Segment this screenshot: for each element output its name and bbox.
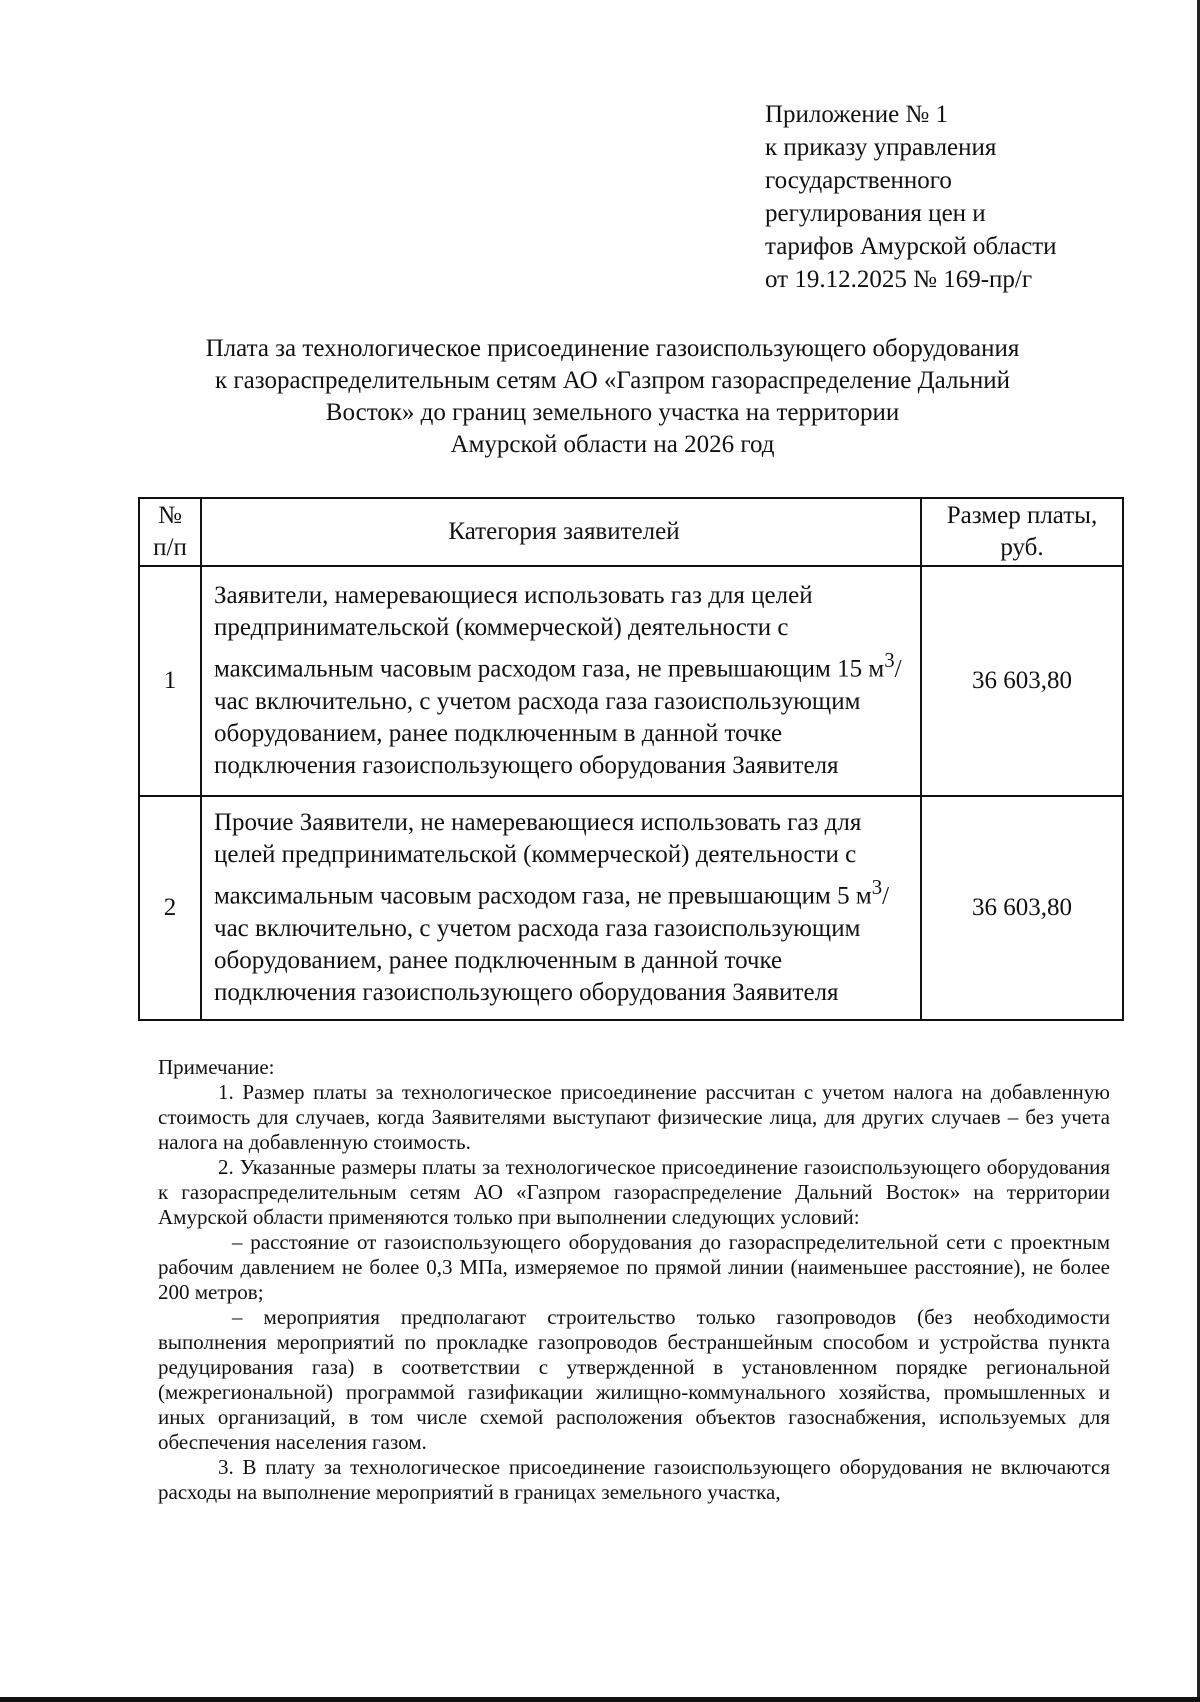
notes-heading: Примечание: [158,1055,275,1079]
appendix-line: к приказу управления [765,134,997,161]
note-paragraph: 3. В плату за технологическое присоединение газоиспользующего оборудования не включаются расходы на выполнение мероприятий в границах земельного участка, [158,1455,1110,1504]
table-row [139,566,1123,796]
notes-section [158,1055,1110,1505]
table-row [139,796,1123,1020]
scan-edge-bottom [0,1697,1200,1702]
appendix-line: Приложение № 1 [765,101,949,128]
note-paragraph: 2. Указанные размеры платы за технологическое присоединение газоиспользующего оборудования к газораспределительным сетям АО «Газпром газораспределение Дальний Восток» на территории Амурской области применяются только при выполнении следующих условий: [158,1155,1110,1229]
row-number: 2 [139,796,201,1020]
title-line: Восток» до границ земельного участка на территории [325,399,900,426]
appendix-block [765,98,1185,296]
row-number: 1 [139,566,201,796]
note-paragraph: – расстояние от газоиспользующего оборудования до газораспределительной сети с проектным рабочим давлением не более 0,3 МПа, измеряемое по прямой линии (наименьшее расстояние), не более 200 метров; [158,1230,1110,1304]
row-category: Заявители, намеревающиеся использовать газ для целей предпринимательской (коммерческой) деятельности с максимальным часовым расходом газа, не превышающим 15 $м^3$/час включительно, с учетом расхода газа газоиспользующим оборудованием, ранее подключенным в данной точке подключения газоиспользующего оборудования Заявителя [201,566,921,796]
title-line: к газораспределительным сетям АО «Газпром газораспределение Дальний [215,367,1010,394]
appendix-line: регулирования цен и [765,200,986,227]
appendix-line: тарифов Амурской области [765,233,1057,260]
document-title [120,333,1105,461]
row-category: Прочие Заявители, не намеревающиеся использовать газ для целей предпринимательской (коммерческой) деятельности с максимальным часовым расходом газа, не превышающим 5 $м^3$/час включительно, с учетом расхода газа газоиспользующим оборудованием, ранее подключенным в данной точке подключения газоиспользующего оборудования Заявителя [201,796,921,1020]
note-paragraph: 1. Размер платы за технологическое присоединение рассчитан с учетом налога на добавленную стоимость для случаев, когда Заявителями выступают физические лица, для других случаев – без учета налога на добавленную стоимость. [158,1080,1110,1154]
appendix-line: от 19.12.2025 № 169-пр/г [765,266,1033,293]
appendix-line: государственного [765,167,952,194]
header-category: Категория заявителей [201,498,921,566]
table-header-row [139,498,1123,566]
fee-table [138,497,1124,1021]
row-fee: 36 603,80 [921,796,1123,1020]
title-line: Плата за технологическое присоединение газоиспользующего оборудования [205,335,1020,362]
note-paragraph: – мероприятия предполагают строительство только газопроводов (без необходимости выполнения мероприятий по прокладке газопроводов бестраншейным способом и устройства пункта редуцирования газа) в соответствии с утвержденной в установленном порядке региональной (межрегиональной) программой газификации жилищно-коммунального хозяйства, промышленных и иных организаций, в том числе схемой расположения объектов газоснабжения, используемых для обеспечения населения газом. [158,1305,1110,1454]
header-number: № п/п [139,498,201,566]
title-line: Амурской области на 2026 год [450,431,775,458]
header-fee: Размер платы, руб. [921,498,1123,566]
row-fee: 36 603,80 [921,566,1123,796]
